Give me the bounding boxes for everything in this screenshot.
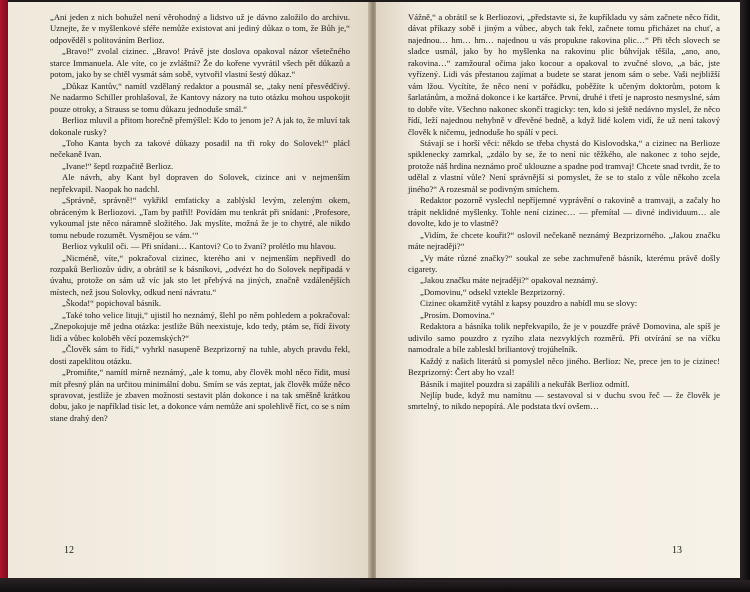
paragraph: Redaktor pozorně vyslechl nepříjemné vyprávění o rakovině a tramvaji, a začaly ho trápit neklidné myšlenky. Tohle není cizinec… — přemítal — divné individuum… ale dovolte, kdo je to vlastně?	[408, 195, 720, 229]
left-page	[8, 2, 370, 578]
paragraph: Ale návrh, aby Kant byl dopraven do Solovek, cizince ani v nejmenším nepřekvapil. Naopak ho nadchl.	[50, 172, 350, 194]
paragraph: „Nicméně, víte,“ pokračoval cizinec, kterého ani v nejmenším nepřivedl do rozpaků Berliozův údiv, a obrátil se k básníkovi, „odvézt ho do Solovek nepřipadá v úvahu, protože on sám už víc jak sto let přebývá na jiných, značně vzdálenějších místech, než jsou Solovky, odkud není návratu.“	[50, 252, 350, 297]
paragraph: „Správně, správně!“ vykřikl emfaticky a zablýskl levým, zeleným okem, obráceným k Berliozovi. „Tam by patřil! Povídám mu tenkrát při snídani: ‚Profesore, vykoumal jste něco náramně složitého. Jak myslíte, možná že je to chytré, ale nikdo tomu nebude rozumět. Vysmějou se vám.‘“	[50, 195, 350, 240]
paragraph: „Toho Kanta bych za takové důkazy posadil na tři roky do Solovek!“ plácl nečekaně Ivan.	[50, 137, 350, 160]
paragraph: Básník i majitel pouzdra si zapálili a nekuřák Berlioz odmítl.	[420, 378, 630, 389]
left-page-text	[50, 12, 350, 424]
paragraph: „Také toho velice lituji,“ ujistil ho neznámý, šlehl po něm pohledem a pokračoval: „Znepokojuje mě jedna otázka: jestliže Bůh neexistuje, kdo tedy, ptám se, řídí životy lidí a vůbec koloběh věcí pozemských?“	[50, 309, 350, 343]
paragraph: Berlioz vykulil oči. — Při snídani… Kantovi? Co to žvaní? prolétlo mu hlavou.	[62, 241, 337, 252]
paragraph: „Důkaz Kantův,“ namítl vzdělaný redaktor a pousmál se, „taky není přesvědčivý. Ne nadarmo Schiller prohlašoval, že Kantovy názory na tuto otázku mohou uspokojit pouze otroky, a Strauss se tomu důkazu jednoduše smál.“	[50, 80, 350, 114]
paragraph: „Ani jeden z nich bohužel není věrohodný a lidstvo už je dávno založilo do archivu. Uznejte, že v myšlenkové sféře nemůže existovat ani jediný důkaz o tom, že Bůh je,“ odpověděl s politováním Berlioz.	[50, 12, 350, 45]
paragraph: „Promiňte,“ namítl mírně neznámý, „ale k tomu, aby člověk mohl něco řídit, musí mít přesný plán na určitou minimální dobu. Smím se vás zeptat, jak člověk může něco spravovat, jestliže je zbaven možnosti sestavit plán dokonce i na tak směšně krátkou dobu, jako je například tisíc let, a dokonce vám nemůže ani spolehlivě říct, co se s ním stane drahý den?	[50, 367, 350, 423]
paragraph: Redaktora a básníka tolik nepřekvapilo, že je v pouzdře právě Domovina, ale spíš je udivilo samo pouzdro z ryzího zlata nezvyklých rozměrů. Při otvírání se na víčku namodrale a bíle zableskl briliantový trojúhelník.	[408, 321, 720, 355]
page-number-left: 12	[64, 545, 74, 556]
paragraph: Berlioz mluvil a přitom horečně přemýšlel: Kdo to jenom je? A jak to, že mluví tak dokonale rusky?	[50, 115, 350, 137]
book-cover-edge-bottom-left	[0, 578, 360, 592]
paragraph: Nejlíp bude, když mu namítnu — sestavoval si v duchu svou řeč — že člověk je smrtelný, to nikdo nepopírá. Ale podstata tkví ovšem…	[408, 389, 720, 412]
book-cover-edge-bottom-right	[360, 580, 750, 592]
paragraph: Vážně,“ a obrátil se k Berliozovi, „představte si, že kupříkladu vy sám začnete něco řídit, dávat příkazy sobě i jiným a vůbec, abych tak řekl, začnete tomu přicházet na chuť, a najednou… hm… hm… najednou u vás propukne rakovina plic…“ Při těch slovech se sladce usmál, jako by ho myšlenka na rakovinu plic bůhvíjak těšila, „ano, ano, rakovina…“ zamžoural očima jako kocour a opakoval to zvučné slovo, „a bác, jste vyřízený. Lidi vás přestanou zajímat a budete se starat jenom sám o sebe. Vaši nejbližší vám lžou. Vycítíte, že něco není v pořádku, poběžíte k učeným doktorům, potom k šarlatánům, a možná dokonce i ke kartářce. První, druhé i třetí je naprosto nesmyslné, sám to dobře víte. Všechno nakonec skončí tragicky: ten, kdo si ještě nedávno myslel, že něco řídí, leží najednou nehybně v dřevěné bedně, a když lidé kolem vidí, že už není takový člověk k ničemu, jednoduše ho spálí v peci.	[408, 12, 720, 137]
paragraph: „Škoda!“ popichoval básník.	[62, 298, 162, 309]
paragraph: „Člověk sám to řídí,“ vyhrkl nasupeně Bezprizorný na tuhle, abych pravdu řekl, dosti zapeklitou otázku.	[50, 344, 350, 366]
page-number-right: 13	[672, 545, 682, 556]
paragraph: „Vidím, že chcete kouřit?“ oslovil nečekaně neznámý Bezprizorného. „Jakou značku máte nejraději?“	[408, 229, 720, 252]
paragraph: „Prosím. Domovina.“	[420, 309, 495, 320]
paragraph: „Bravo!“ zvolal cizinec. „Bravo! Právě jste doslova opakoval názor všetečného starce Immanuela. Ale víte, co je zvláštní? Že do kořene vyvrátil všech pět důkazů a potom, jako by se chtěl vysmát sám sobě, vytvořil vlastní šestý důkaz.“	[50, 46, 350, 80]
paragraph: „Jakou značku máte nejraději?“ opakoval neznámý.	[420, 275, 598, 286]
paragraph: Cizinec okamžitě vytáhl z kapsy pouzdro a nabídl mu se slovy:	[420, 298, 638, 309]
right-page-text	[408, 12, 720, 413]
paragraph: „Vy máte různé značky?“ soukal ze sebe zachmuřeně básník, kterému právě došly cigarety.	[408, 252, 720, 274]
book-cover-edge-right	[740, 0, 750, 592]
right-page	[376, 2, 740, 578]
paragraph: Každý z našich literátů si pomyslel něco jiného. Berlioz: Ne, prece jen to je cizinec! Bezprizorný: Čert aby ho vzal!	[408, 355, 720, 378]
paragraph: „Ivane!“ šeptl rozpačitě Berlioz.	[62, 160, 174, 171]
book-cover-edge-left	[0, 0, 8, 592]
paragraph: Stávají se i horší věci: někdo se třeba chystá do Kislovodska,“ a cizinec na Berlioze spiklenecky zamrkal, „zdálo by se, že to není nic těžkého, ale nakonec z toho sejde, protože náš hrdina neznámo proč uklouzne a spadne pod tramvaj! Chcete snad tvrdit, že to udělal z vlastní vůle? Není správnější si pomyslet, že se to stalo z vůle někoho zcela jiného?“ A rozesmál se podivným smíchem.	[408, 137, 720, 194]
paragraph: „Domovinu,“ odsekl vztekle Bezprizorný.	[420, 286, 565, 297]
